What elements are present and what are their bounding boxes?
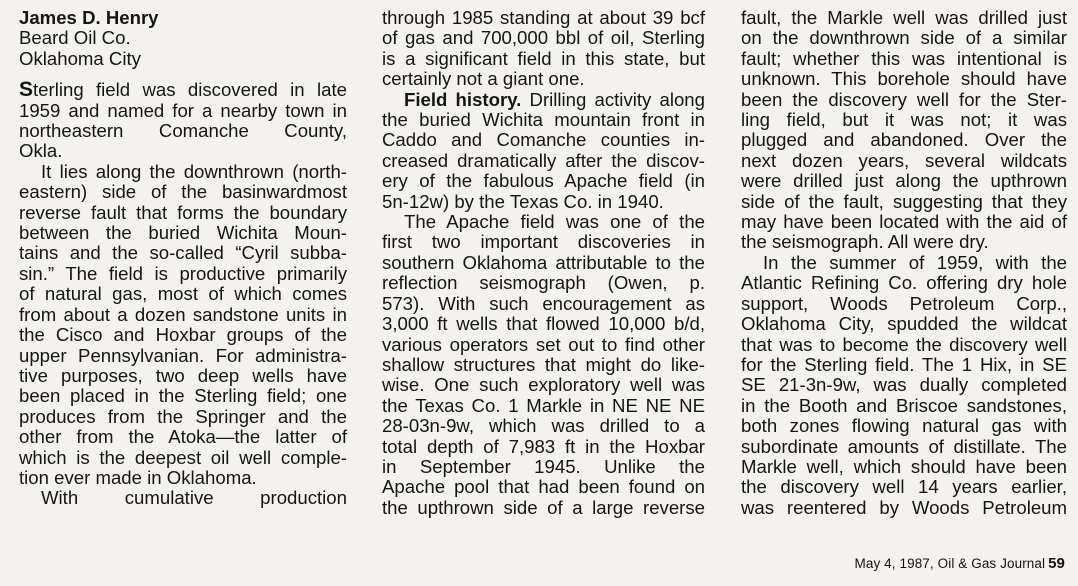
- paragraph-line: that was to become the discovery well: [741, 333, 1067, 355]
- paragraph-line: been placed in the Sterling field; one: [19, 385, 347, 407]
- paragraph-line: may have been located with the aid of: [741, 211, 1067, 233]
- paragraph-line: upper Pennsylvanian. For administra-: [19, 344, 347, 366]
- paragraph-line: creased dramatically after the discov-: [382, 149, 705, 171]
- paragraph-line: various operators set out to find other: [382, 333, 705, 355]
- paragraph-line: total depth of 7,983 ft in the Hoxbar: [382, 435, 705, 457]
- journal-citation: May 4, 1987, Oil & Gas Journal: [854, 556, 1046, 571]
- paragraph-line: in the Booth and Briscoe sandstones,: [741, 394, 1067, 416]
- paragraph-line: next dozen years, several wildcats: [741, 149, 1067, 171]
- paragraph-line: the upthrown side of a large reverse: [382, 496, 705, 518]
- paragraph-line: the Cisco and Hoxbar groups of the: [19, 324, 347, 346]
- paragraph-line: shallow structures that might do like-: [382, 353, 705, 375]
- paragraph-line: from about a dozen sandstone units in: [19, 303, 347, 325]
- paragraph-line: the buried Wichita mountain front in: [382, 109, 705, 131]
- paragraph-line: of natural gas, most of which comes: [19, 283, 347, 305]
- paragraph-line: ling field, but it was not; it was: [741, 109, 1067, 131]
- paragraph-line: been the discovery well for the Ster-: [741, 88, 1067, 110]
- paragraph-line: 1959 and named for a nearby town in: [19, 99, 347, 121]
- paragraph-line: Markle well, which should have been: [741, 455, 1067, 477]
- paragraph-line: first two important discoveries in: [382, 231, 705, 253]
- paragraph-line: 5n-12w) by the Texas Co. in 1940.: [382, 190, 664, 212]
- paragraph-line: SE 21-3n-9w, was dually completed: [741, 374, 1067, 396]
- author-company: Beard Oil Co.: [19, 27, 131, 49]
- paragraph-line: sin.” The field is productive primarily: [19, 262, 347, 284]
- paragraph-line: eastern) side of the basinwardmost: [19, 181, 347, 203]
- paragraph-line: unknown. This borehole should have: [741, 68, 1067, 90]
- drop-cap: S: [19, 78, 34, 102]
- paragraph-line: the seismograph. All were dry.: [741, 231, 989, 253]
- paragraph-line: 28-03n-9w, which was drilled to a: [382, 415, 705, 437]
- paragraph-line: was reentered by Woods Petroleum: [741, 496, 1067, 518]
- section-heading: Field history.: [404, 88, 522, 110]
- paragraph-line: the Texas Co. 1 Markle in NE NE NE: [382, 394, 705, 416]
- paragraph-line: of gas and 700,000 bbl of oil, Sterling: [382, 27, 705, 49]
- author-name: James D. Henry: [19, 7, 159, 28]
- paragraph-line: 3,000 ft wells that flowed 10,000 b/d,: [382, 313, 705, 335]
- paragraph-line: were drilled just along the upthrown: [741, 170, 1067, 192]
- paragraph-line: wise. One such exploratory well was: [382, 374, 705, 396]
- paragraph-line: tive purposes, two deep wells have: [19, 364, 347, 386]
- paragraph-line: is a significant field in this state, but: [382, 47, 705, 69]
- paragraph-line: through 1985 standing at about 39 bcf: [382, 7, 705, 28]
- paragraph-line: plugged and abandoned. Over the: [741, 129, 1067, 151]
- paragraph-line: produces from the Springer and the: [19, 405, 347, 427]
- paragraph-line: other from the Atoka—the latter of: [19, 426, 347, 448]
- paragraph-line: northeastern Comanche County,: [19, 120, 347, 142]
- paragraph-line: Apache pool that had been found on: [382, 476, 705, 498]
- paragraph-line: ery of the fabulous Apache field (in: [382, 170, 705, 192]
- paragraph-line: southern Oklahoma attributable to the: [382, 251, 705, 273]
- page-number: 59: [1048, 555, 1065, 572]
- paragraph-line: reverse fault that forms the boundary: [19, 201, 347, 223]
- paragraph-line: certainly not a giant one.: [382, 68, 585, 90]
- paragraph-line: The Apache field was one of the: [404, 211, 705, 233]
- paragraph-line: With cumulative production: [41, 487, 347, 509]
- author-city: Oklahoma City: [19, 47, 141, 69]
- paragraph-line: in September 1945. Unlike the: [382, 455, 705, 477]
- paragraph-line: both zones flowing natural gas with: [741, 415, 1067, 437]
- paragraph-line: subordinate amounts of distillate. The: [741, 435, 1067, 457]
- article-column-1: [19, 8, 347, 509]
- paragraph-line: fault; whether this was intentional is: [741, 47, 1067, 69]
- article-column-2: [382, 8, 705, 518]
- paragraph-line: the discovery well 14 years earlier,: [741, 476, 1067, 498]
- paragraph-line: In the summer of 1959, with the: [763, 251, 1067, 273]
- paragraph-line: tion ever made in Oklahoma.: [19, 466, 257, 488]
- paragraph-line: on the downthrown side of a similar: [741, 27, 1067, 49]
- paragraph-line: tains and the so-called “Cyril subba-: [19, 242, 347, 264]
- paragraph-line: It lies along the downthrown (north-: [41, 160, 347, 182]
- page-footer: [855, 555, 1065, 572]
- paragraph-line: support, Woods Petroleum Corp.,: [741, 292, 1067, 314]
- paragraph-line: which is the deepest oil well comple-: [19, 446, 347, 468]
- paragraph-line: Field history. Drilling activity along: [404, 88, 705, 110]
- paragraph-line: Atlantic Refining Co. offering dry hole: [741, 272, 1067, 294]
- article-column-3: [741, 8, 1067, 518]
- paragraph-line: for the Sterling field. The 1 Hix, in SE: [741, 353, 1067, 375]
- paragraph-line: Okla.: [19, 140, 63, 162]
- paragraph-line: Caddo and Comanche counties in-: [382, 129, 705, 151]
- paragraph-line: fault, the Markle well was drilled just: [741, 7, 1067, 28]
- paragraph-line: between the buried Wichita Moun-: [19, 222, 347, 244]
- paragraph-line: Oklahoma City, spudded the wildcat: [741, 313, 1067, 335]
- paragraph-line: Sterling field was discovered in late: [19, 78, 347, 102]
- paragraph-line: 573). With such encouragement as: [382, 292, 705, 314]
- paragraph-line: side of the fault, suggesting that they: [741, 190, 1067, 212]
- paragraph-line: reflection seismograph (Owen, p.: [382, 272, 705, 294]
